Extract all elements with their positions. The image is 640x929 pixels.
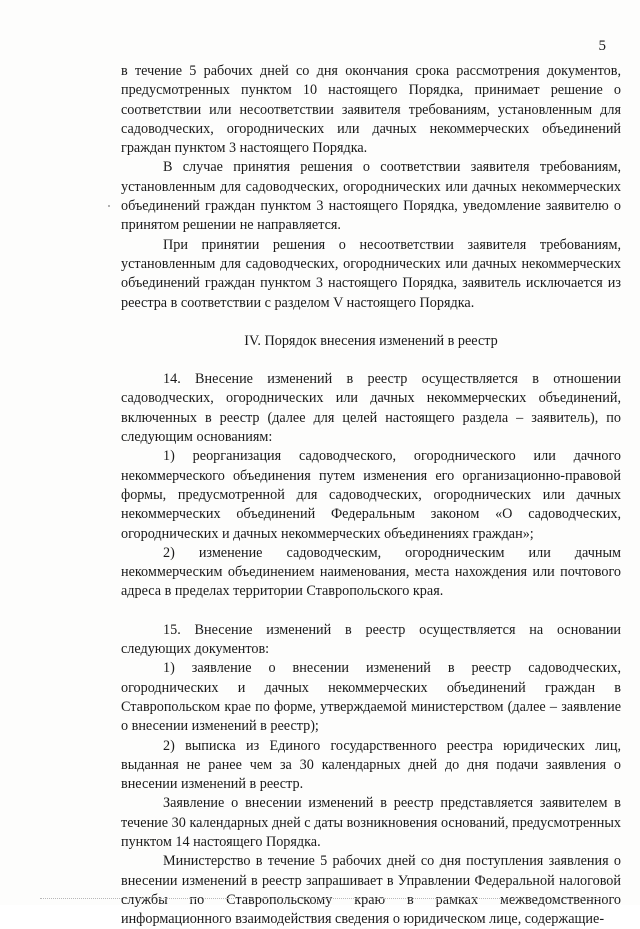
item-15-ministry-request: Министерство в течение 5 рабочих дней со дня поступления заявления о внесении изменений в реестр запрашивает в Управлении Федеральной налоговой службы по Ставропольскому краю в рамках межведомственного информационного взаимодействия сведения о юридическом лице, содержащие-: [121, 853, 621, 928]
item-14-intro: 14. Внесение изменений в реестр осуществляется в отношении садоводческих, огороднических или дачных некоммерческих объединений, включенных в реестр (далее для целей настоящего раздела – заявитель), по следующим основаниям:: [121, 371, 621, 446]
paragraph-decision-noncompliance: При принятии решения о несоответствии заявителя требованиям, установленным для садоводческих, огороднических или дачных некоммерческих объединений граждан пунктом 3 настоящего Порядка, заявитель исключается из реестра в соответствии с разделом V настоящего Порядка.: [121, 236, 621, 311]
scan-mark: [108, 205, 110, 207]
paragraph-decision-compliance: В случае принятия решения о соответствии заявителя требованиям, установленным для садоводческих, огороднических или дачных некоммерческих объединений граждан пунктом 3 настоящего Порядка, уведомление заявителю о принятом решении не направляется.: [121, 159, 621, 234]
page-number: 5: [598, 38, 606, 54]
item-14-subitem-2: 2) изменение садоводческим, огородническим или дачным некоммерческим объединением наименования, места нахождения или почтового адреса в пределах территории Ставропольского края.: [121, 544, 621, 600]
item-14-subitem-1: 1) реорганизация садоводческого, огороднического или дачного некоммерческого объединения путем изменения его организационно-правовой формы, предусмотренной для садоводческих, огороднических или дачных некоммерческих объединений Федеральным законом «О садоводческих, огороднических и дачных некоммерческих объединениях граждан»;: [121, 448, 621, 542]
item-15-application-deadline: Заявление о внесении изменений в реестр представляется заявителем в течение 30 календарных дней с даты возникновения оснований, предусмотренных пунктом 14 настоящего Порядка.: [121, 795, 621, 850]
section-heading: IV. Порядок внесения изменений в реестр: [244, 332, 498, 349]
paragraph-continuation: в течение 5 рабочих дней со дня окончания срока рассмотрения документов, предусмотренных пунктом 10 настоящего Порядка, принимает решение о соответствии или несоответствии заявителя требованиям, установленным для садоводческих, огороднических или дачных некоммерческих объединений граждан пунктом 3 настоящего Порядка.: [121, 63, 621, 157]
document-body: [121, 62, 621, 929]
scan-edge-noise: [40, 897, 600, 899]
item-15-intro: 15. Внесение изменений в реестр осуществляется на основании следующих документов:: [121, 621, 621, 658]
item-15-subitem-1: 1) заявление о внесении изменений в реестр садоводческих, огороднических и дачных некоммерческих объединений граждан в Ставропольском крае по форме, утверждаемой министерством (далее – заявление о внесении изменений в реестр);: [121, 660, 621, 735]
item-15-subitem-2: 2) выписка из Единого государственного реестра юридических лиц, выданная не ранее чем за 30 календарных дней до дня подачи заявления о внесении изменений в реестр.: [121, 737, 621, 793]
